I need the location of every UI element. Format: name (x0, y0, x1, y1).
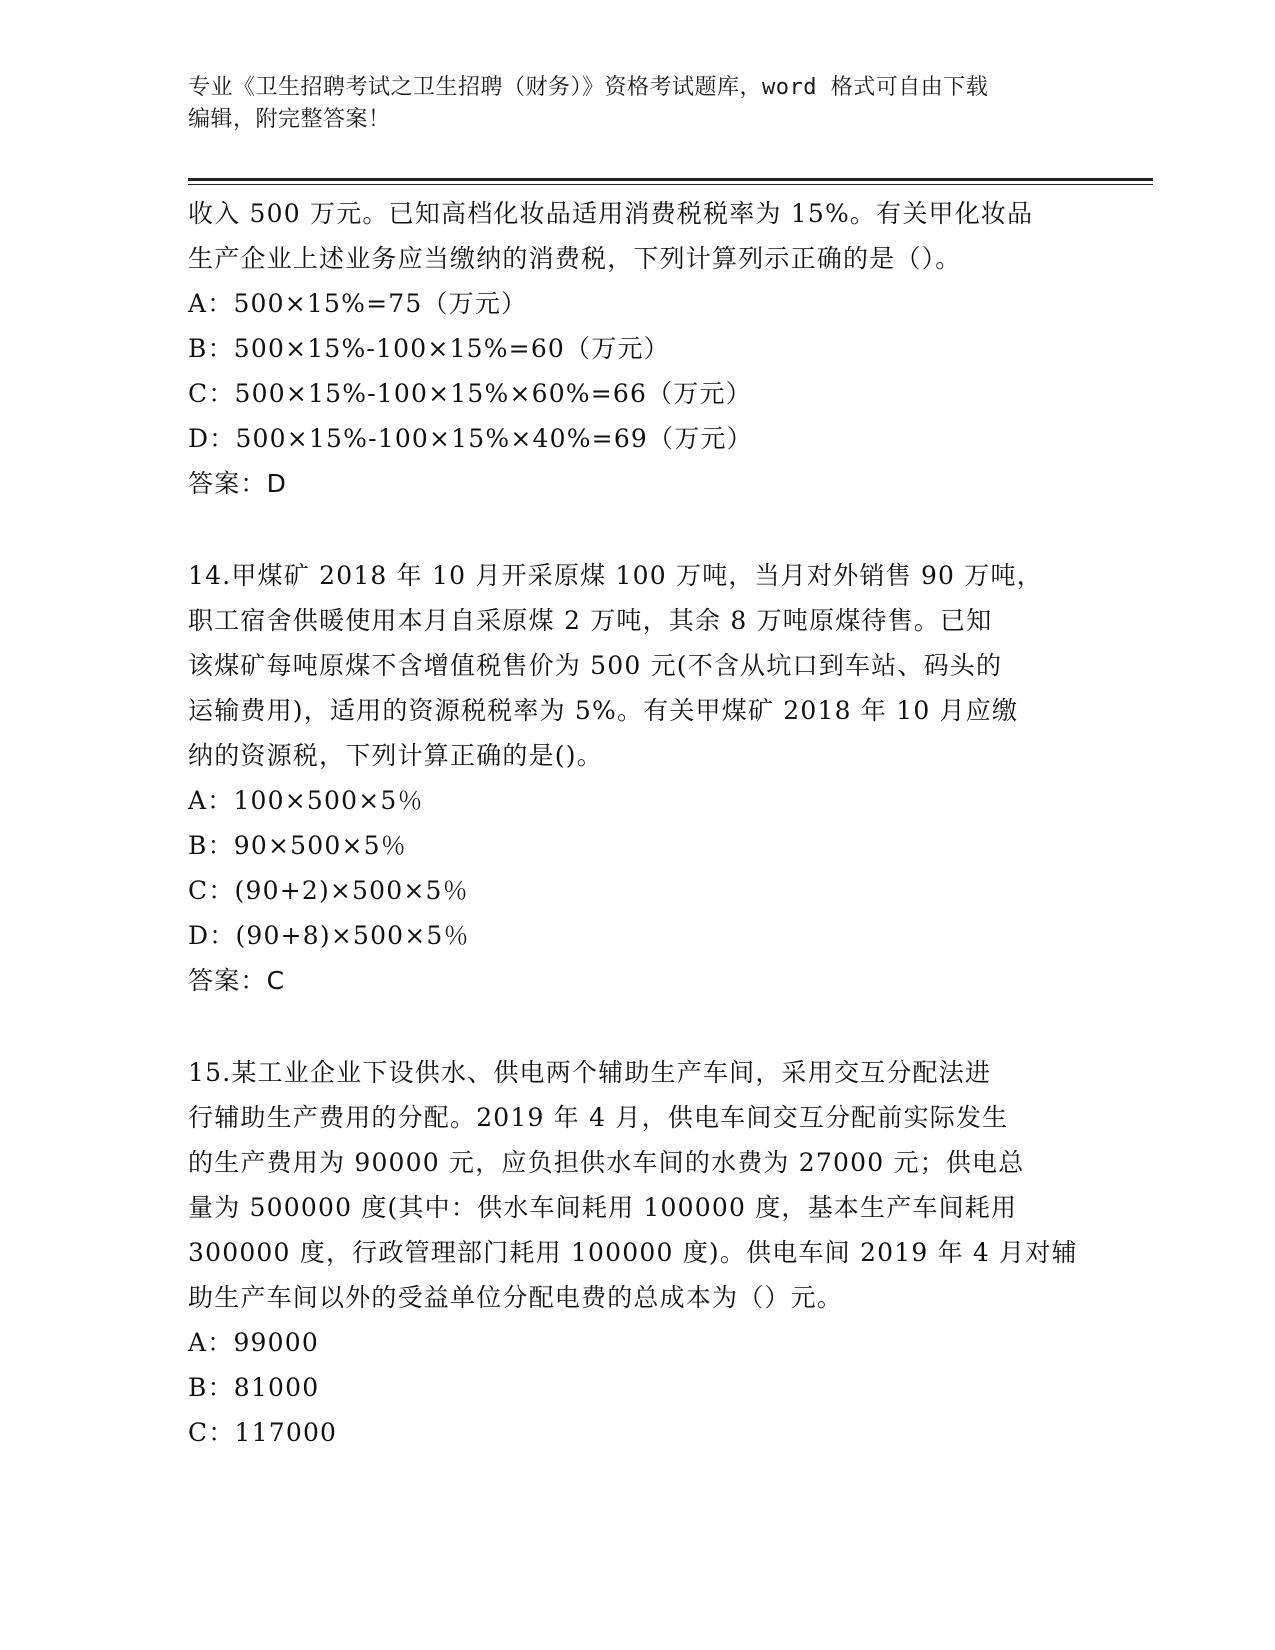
option-b: B：90×500×5％ (188, 831, 407, 860)
question-stem-line: 量为 500000 度(其中：供水车间耗用 100000 度，基本生产车间耗用 (188, 1193, 1018, 1222)
answer-line: 答案：C (188, 966, 286, 995)
question-stem-line: 运输费用)，适用的资源税税率为 5%。有关甲煤矿 2018 年 10 月应缴 (188, 696, 1019, 725)
question-stem-line: 14.甲煤矿 2018 年 10 月开采原煤 100 万吨，当月对外销售 90 万吨， (188, 561, 1043, 590)
header-line-2: 编辑，附完整答案！ (188, 107, 391, 132)
question-stem-line: 的生产费用为 90000 元，应负担供水车间的水费为 27000 元；供电总 (188, 1148, 1025, 1177)
document-body (188, 191, 1088, 1455)
question-stem-line: 15.某工业企业下设供水、供电两个辅助生产车间，采用交互分配法进 (188, 1058, 992, 1087)
option-c: C：500×15%-100×15%×60%=66（万元） (188, 379, 752, 408)
header-line-1: 专业《卫生招聘考试之卫生招聘（财务）》资格考试题库，word 格式可自由下载 (188, 75, 989, 100)
option-b: B：81000 (188, 1373, 320, 1402)
header-divider-thin (188, 184, 1153, 185)
question-13 (188, 191, 1088, 506)
question-14 (188, 553, 1088, 1003)
question-stem-line: 行辅助生产费用的分配。2019 年 4 月，供电车间交互分配前实际发生 (188, 1103, 1009, 1132)
question-stem-line: 纳的资源税，下列计算正确的是()。 (188, 741, 603, 770)
question-stem-line: 300000 度，行政管理部门耗用 100000 度)。供电车间 2019 年 4 月对辅 (188, 1238, 1078, 1267)
question-stem-line: 该煤矿每吨原煤不含增值税售价为 500 元(不含从坑口到车站、码头的 (188, 651, 1003, 680)
question-spacer (188, 1003, 1088, 1050)
question-stem-line: 生产企业上述业务应当缴纳的消费税，下列计算列示正确的是（）。 (188, 244, 962, 273)
option-a: A：500×15%=75（万元） (188, 289, 528, 318)
question-stem-line: 收入 500 万元。已知高档化妆品适用消费税税率为 15%。有关甲化妆品 (188, 199, 1034, 228)
option-c: C：(90+2)×500×5％ (188, 876, 469, 905)
option-d: D：500×15%-100×15%×40%=69（万元） (188, 424, 753, 453)
header-divider-thick (188, 178, 1153, 181)
option-a: A：100×500×5％ (188, 786, 424, 815)
question-spacer (188, 506, 1088, 553)
answer-line: 答案：D (188, 469, 288, 498)
option-d: D：(90+8)×500×5％ (188, 921, 470, 950)
question-stem-line: 职工宿舍供暖使用本月自采原煤 2 万吨，其余 8 万吨原煤待售。已知 (188, 606, 993, 635)
question-15 (188, 1050, 1088, 1455)
document-header (188, 72, 1088, 136)
option-b: B：500×15%-100×15%=60（万元） (188, 334, 670, 363)
option-c: C：117000 (188, 1418, 338, 1447)
question-stem-line: 助生产车间以外的受益单位分配电费的总成本为（）元。 (188, 1283, 844, 1312)
option-a: A：99000 (188, 1328, 319, 1357)
